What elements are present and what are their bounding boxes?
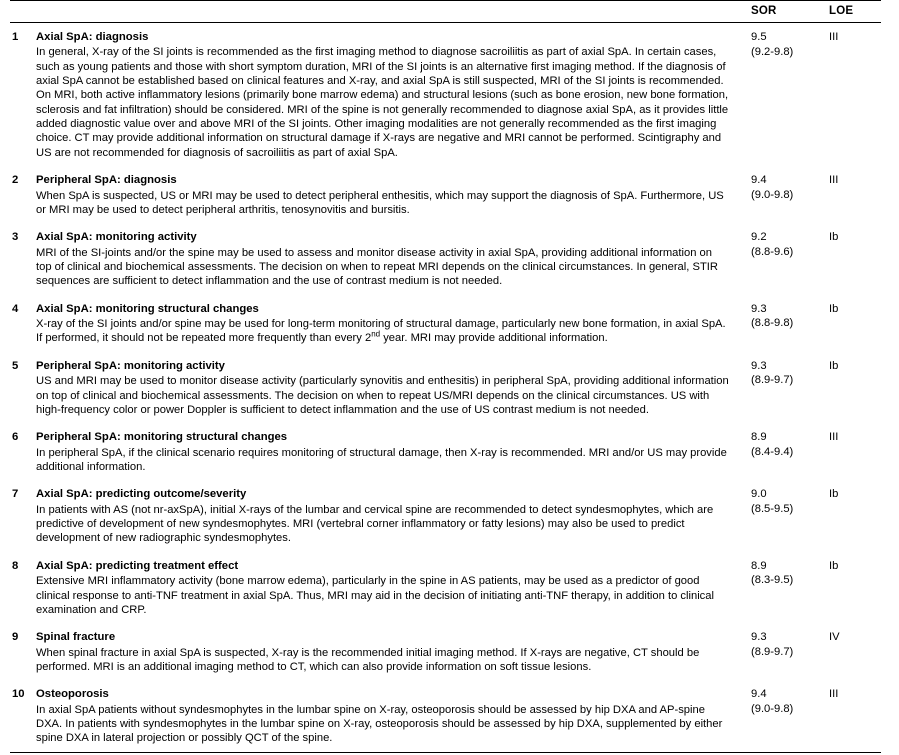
sor-range: (8.9-9.7) [751,645,794,658]
header-number [10,1,36,23]
recommendation-text: When spinal fracture in axial SpA is suspected, X-ray is the recommended initial imaging method. If X-rays are negative, CT should be performed. MRI is an additional imaging method to CT, which can also provide information on soft tissue lesions. [36,646,700,673]
loe-cell: III [829,688,839,701]
sor-range: (8.8-9.8) [751,317,794,330]
recommendation-title: Spinal fracture [36,631,116,644]
recommendation-title: Axial SpA: monitoring activity [36,231,197,244]
loe-cell: III [829,174,839,187]
loe-cell: Ib [829,359,839,372]
loe-cell: III [829,31,839,43]
sor-range: (9.2-9.8) [751,45,794,58]
sor-cell [751,352,829,423]
recommendation-text: When SpA is suspected, US or MRI may be used to detect peripheral enthesitis, which may support the diagnosis of SpA. Furthermore, US or MRI may be used to detect peripheral arthritis, tenosynovitis and bursitis. [36,189,724,216]
sor-value: 8.9 [751,559,767,572]
sor-cell [751,23,829,167]
table-row [10,423,881,480]
sor-value: 9.3 [751,359,767,372]
table-row [10,223,881,294]
header-recommendation [36,1,751,23]
sor-value: 9.4 [751,174,767,187]
recommendation-title: Axial SpA: monitoring structural changes [36,302,259,315]
sor-range: (9.0-9.8) [751,702,794,715]
sor-cell [751,623,829,680]
recommendation-text: X-ray of the SI joints and/or spine may be used for long-term monitoring of structural damage, particularly new bone formation, in axial SpA. If performed, it should not be repeated more frequently than every 2nd year. MRI may provide additional information. [36,318,726,345]
sor-cell [751,552,829,623]
recommendation-cell [36,623,751,680]
recommendation-cell [36,680,751,752]
table-footer [10,752,881,755]
sor-range: (8.5-9.5) [751,502,794,515]
sor-cell [751,423,829,480]
recommendation-text: In general, X-ray of the SI joints is recommended as the first imaging method to diagnose sacroiliitis as part of axial SpA. In certain cases, such as young patients and those with short symptom duration, MRI of the SI joints is an alternative first imaging method. If the diagnosis of axial SpA cannot be established based on clinical features and X-ray, and axial SpA is still suspected, MRI of the SI joints is recommended. On MRI, both active inflammatory lesions (primarily bone marrow edema) and structural lesions (such as bone erosion, new bone formation, sclerosis and fat infiltration) should be considered. MRI of the spine is not generally recommended to diagnose axial SpA, as it provides little added diagnostic value over and above MRI of the SI joints. Other imaging modalities are not generally recommended as the first imaging choice. CT may provide additional information on structural damage if X-rays are negative and MRI cannot be performed. Scintigraphy and US are not recommended for diagnosis of sacroiliitis as part of axial SpA. [36,46,729,159]
recommendation-text: In patients with AS (not nr-axSpA), initial X-rays of the lumbar and cervical spine are recommended to detect syndesmophytes, which are predictive of development of new syndesmophytes. MRI (vertebral corner inflammatory or fatty lesions) may also be used to predict development of new radiographic syndesmophytes. [36,503,714,545]
sor-range: (8.8-9.6) [751,245,794,258]
recommendation-cell [36,352,751,423]
header-sor: SOR [751,1,829,23]
header-row [10,1,881,23]
recommendation-text: US and MRI may be used to monitor disease activity (particularly synovitis and enthesitis) in peripheral SpA, providing additional information on top of clinical and biochemical assessments. The decision on when to repeat US/MRI depends on the clinical circumstances. US with high-frequency color or power Doppler is sufficient to detect inflammation and the use of US contrast medium is not needed. [36,375,729,416]
loe-cell: IV [829,631,840,644]
recommendation-title: Peripheral SpA: monitoring activity [36,359,225,372]
row-number: 1 [12,31,19,43]
recommendation-title: Axial SpA: predicting outcome/severity [36,488,247,501]
sor-range: (9.0-9.8) [751,188,794,201]
table-row [10,23,881,167]
sor-value: 9.0 [751,488,767,501]
sor-cell [751,295,829,352]
loe-cell: Ib [829,488,839,501]
sor-value: 9.5 [751,31,767,43]
row-number: 9 [12,631,19,644]
sor-cell [751,223,829,294]
loe-cell: III [829,431,839,444]
recommendations-table [10,0,881,755]
row-number: 10 [12,688,25,701]
recommendation-cell [36,223,751,294]
recommendation-cell [36,166,751,223]
recommendation-title: Peripheral SpA: monitoring structural changes [36,431,288,444]
recommendation-title: Osteoporosis [36,688,109,701]
sor-value: 9.3 [751,631,767,644]
sor-value: 9.4 [751,688,767,701]
recommendation-text: In axial SpA patients without syndesmophytes in the lumbar spine on X-ray, osteoporosis should be assessed by hip DXA and AP-spine DXA. In patients with syndesmophytes in the lumbar spine on X-ray, osteoporosis should be assessed by hip DXA, supplemented by either spine DXA in lateral projection or possibly QCT of the spine. [36,703,723,745]
sor-value: 9.2 [751,231,767,244]
row-number: 8 [12,559,19,572]
recommendation-cell [36,552,751,623]
table-row [10,166,881,223]
table-row [10,680,881,752]
header-loe: LOE [829,1,881,23]
table-row [10,295,881,352]
loe-cell: Ib [829,231,839,244]
table-header [10,1,881,23]
sor-value: 8.9 [751,431,767,444]
row-number: 5 [12,359,19,372]
row-number: 6 [12,431,19,444]
sor-cell [751,166,829,223]
table-row [10,352,881,423]
sor-value: 9.3 [751,302,767,315]
recommendation-title: Axial SpA: predicting treatment effect [36,559,239,572]
recommendation-cell [36,295,751,352]
recommendation-cell [36,480,751,551]
sor-cell [751,680,829,752]
bottom-rule-cell [10,752,881,755]
sor-range: (8.9-9.7) [751,374,794,387]
table-bottom-rule [10,752,881,755]
sor-range: (8.4-9.4) [751,445,794,458]
recommendation-text: MRI of the SI-joints and/or the spine may be used to assess and monitor disease activity in axial SpA, providing additional information on top of clinical and biochemical assessments. The decision on when to repeat MRI depends on the clinical circumstances. In general, STIR sequences are sufficient to detect inflammation and the use of contrast medium is not needed. [36,246,718,288]
recommendation-cell [36,423,751,480]
table-row [10,623,881,680]
row-number: 2 [12,174,19,187]
recommendation-text: In peripheral SpA, if the clinical scenario requires monitoring of structural damage, then X-ray is recommended. MRI and/or US may provide additional information. [36,446,727,473]
recommendation-title: Peripheral SpA: diagnosis [36,174,177,187]
table-body [10,23,881,753]
sor-cell [751,480,829,551]
recommendation-cell [36,23,751,167]
table-row [10,480,881,551]
loe-cell: Ib [829,302,839,315]
recommendation-title: Axial SpA: diagnosis [36,31,149,43]
row-number: 3 [12,231,19,244]
table-row [10,552,881,623]
row-number: 4 [12,302,19,315]
sor-range: (8.3-9.5) [751,574,794,587]
loe-cell: Ib [829,559,839,572]
recommendation-text: Extensive MRI inflammatory activity (bone marrow edema), particularly in the spine in AS patients, may be used as a predictor of good clinical response to anti-TNF treatment in axial SpA. Thus, MRI may aid in the decision of initiating anti-TNF therapy, in addition to clinical examination and CRP. [36,575,714,616]
row-number: 7 [12,488,19,501]
